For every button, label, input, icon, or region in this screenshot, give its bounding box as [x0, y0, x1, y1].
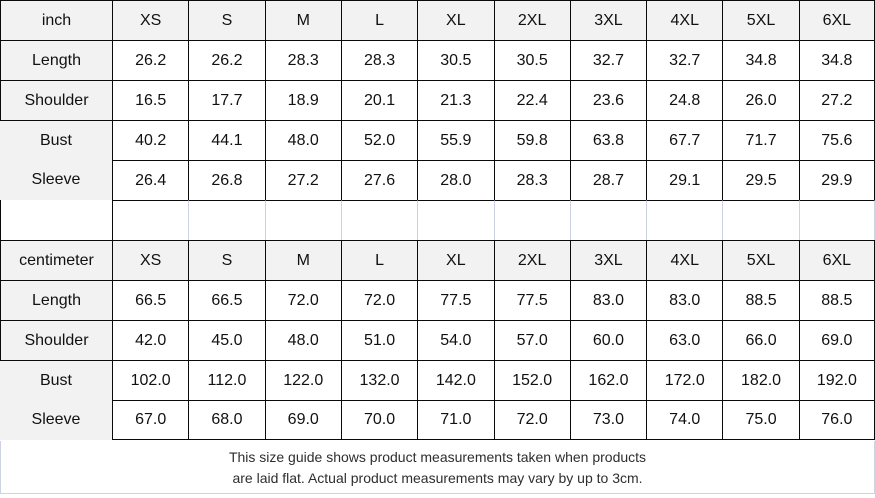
footer-note-line2: are laid flat. Actual product measurements may vary by up to 3cm. — [232, 470, 643, 486]
measure-label-cell: Length — [0, 280, 112, 320]
measure-label-cell: Length — [0, 40, 112, 80]
size-header-cell: L — [341, 0, 417, 40]
empty-spacer-cell — [570, 200, 646, 240]
measure-label-cell: Sleeve — [0, 400, 112, 440]
measure-value-cell: 83.0 — [570, 280, 646, 320]
measure-value-cell: 75.0 — [722, 400, 798, 440]
measure-value-cell: 66.0 — [722, 320, 798, 360]
measure-value-cell: 40.2 — [112, 120, 188, 160]
size-header-cell: 4XL — [646, 0, 722, 40]
measure-value-cell: 152.0 — [494, 360, 570, 400]
measure-value-cell: 71.7 — [722, 120, 798, 160]
empty-spacer-cell — [0, 200, 112, 240]
measure-label-cell: Sleeve — [0, 160, 112, 200]
empty-spacer-cell — [417, 200, 493, 240]
measure-value-cell: 77.5 — [417, 280, 493, 320]
measure-value-cell: 27.2 — [265, 160, 341, 200]
size-header-cell: 3XL — [570, 0, 646, 40]
measure-value-cell: 28.0 — [417, 160, 493, 200]
measure-value-cell: 57.0 — [494, 320, 570, 360]
measure-value-cell: 66.5 — [112, 280, 188, 320]
measure-value-cell: 132.0 — [341, 360, 417, 400]
measure-value-cell: 18.9 — [265, 80, 341, 120]
measure-value-cell: 67.7 — [646, 120, 722, 160]
measure-value-cell: 72.0 — [265, 280, 341, 320]
measure-value-cell: 29.1 — [646, 160, 722, 200]
measure-value-cell: 27.2 — [799, 80, 875, 120]
measure-value-cell: 44.1 — [188, 120, 264, 160]
measure-value-cell: 63.0 — [646, 320, 722, 360]
measure-value-cell: 30.5 — [417, 40, 493, 80]
empty-spacer-cell — [799, 200, 875, 240]
size-header-cell: 5XL — [722, 0, 798, 40]
measure-value-cell: 34.8 — [722, 40, 798, 80]
empty-spacer-cell — [646, 200, 722, 240]
measure-value-cell: 72.0 — [341, 280, 417, 320]
measure-label-cell: Shoulder — [0, 320, 112, 360]
empty-spacer-cell — [188, 200, 264, 240]
measure-value-cell: 162.0 — [570, 360, 646, 400]
empty-spacer-cell — [722, 200, 798, 240]
measure-value-cell: 26.8 — [188, 160, 264, 200]
measure-value-cell: 112.0 — [188, 360, 264, 400]
measure-value-cell: 102.0 — [112, 360, 188, 400]
footer-note — [0, 441, 875, 494]
size-header-cell: 6XL — [799, 0, 875, 40]
empty-spacer-cell — [112, 200, 188, 240]
measure-value-cell: 122.0 — [265, 360, 341, 400]
measure-value-cell: 76.0 — [799, 400, 875, 440]
size-header-cell: S — [188, 240, 264, 280]
measure-value-cell: 28.7 — [570, 160, 646, 200]
measure-value-cell: 72.0 — [494, 400, 570, 440]
footer-note-line1: This size guide shows product measurements taken when products — [228, 449, 647, 465]
measure-value-cell: 21.3 — [417, 80, 493, 120]
measure-value-cell: 30.5 — [494, 40, 570, 80]
measure-value-cell: 32.7 — [570, 40, 646, 80]
measure-value-cell: 28.3 — [341, 40, 417, 80]
size-header-cell: XL — [417, 0, 493, 40]
size-header-cell: 4XL — [646, 240, 722, 280]
size-header-cell: 3XL — [570, 240, 646, 280]
measure-value-cell: 192.0 — [799, 360, 875, 400]
size-header-cell: XS — [112, 0, 188, 40]
measure-value-cell: 71.0 — [417, 400, 493, 440]
measure-value-cell: 29.9 — [799, 160, 875, 200]
size-header-cell: S — [188, 0, 264, 40]
measure-value-cell: 74.0 — [646, 400, 722, 440]
measure-value-cell: 28.3 — [494, 160, 570, 200]
measure-value-cell: 69.0 — [265, 400, 341, 440]
measure-value-cell: 24.8 — [646, 80, 722, 120]
measure-value-cell: 59.8 — [494, 120, 570, 160]
measure-value-cell: 172.0 — [646, 360, 722, 400]
size-header-cell: M — [265, 0, 341, 40]
measure-value-cell: 52.0 — [341, 120, 417, 160]
measure-value-cell: 17.7 — [188, 80, 264, 120]
measure-value-cell: 16.5 — [112, 80, 188, 120]
measure-value-cell: 27.6 — [341, 160, 417, 200]
measure-value-cell: 63.8 — [570, 120, 646, 160]
size-header-cell: 5XL — [722, 240, 798, 280]
measure-value-cell: 22.4 — [494, 80, 570, 120]
measure-value-cell: 77.5 — [494, 280, 570, 320]
measure-value-cell: 67.0 — [112, 400, 188, 440]
measure-value-cell: 26.4 — [112, 160, 188, 200]
size-header-cell: XS — [112, 240, 188, 280]
measure-value-cell: 45.0 — [188, 320, 264, 360]
size-header-cell: 2XL — [494, 0, 570, 40]
measure-value-cell: 70.0 — [341, 400, 417, 440]
measure-value-cell: 182.0 — [722, 360, 798, 400]
measure-value-cell: 26.2 — [188, 40, 264, 80]
measure-value-cell: 51.0 — [341, 320, 417, 360]
measure-value-cell: 32.7 — [646, 40, 722, 80]
measure-value-cell: 48.0 — [265, 120, 341, 160]
measure-value-cell: 66.5 — [188, 280, 264, 320]
measure-value-cell: 88.5 — [799, 280, 875, 320]
empty-spacer-cell — [265, 200, 341, 240]
measure-value-cell: 28.3 — [265, 40, 341, 80]
measure-value-cell: 69.0 — [799, 320, 875, 360]
measure-value-cell: 26.2 — [112, 40, 188, 80]
empty-spacer-cell — [494, 200, 570, 240]
unit-header-cell: inch — [0, 0, 112, 40]
measure-value-cell: 83.0 — [646, 280, 722, 320]
measure-value-cell: 29.5 — [722, 160, 798, 200]
measure-value-cell: 73.0 — [570, 400, 646, 440]
measure-value-cell: 88.5 — [722, 280, 798, 320]
measure-value-cell: 75.6 — [799, 120, 875, 160]
measure-value-cell: 142.0 — [417, 360, 493, 400]
measure-label-cell: Bust — [0, 120, 112, 160]
size-header-cell: M — [265, 240, 341, 280]
measure-value-cell: 20.1 — [341, 80, 417, 120]
size-header-cell: 2XL — [494, 240, 570, 280]
size-header-cell: XL — [417, 240, 493, 280]
measure-value-cell: 60.0 — [570, 320, 646, 360]
size-header-cell: 6XL — [799, 240, 875, 280]
size-header-cell: L — [341, 240, 417, 280]
measure-value-cell: 42.0 — [112, 320, 188, 360]
measure-label-cell: Shoulder — [0, 80, 112, 120]
measure-label-cell: Bust — [0, 360, 112, 400]
measure-value-cell: 55.9 — [417, 120, 493, 160]
unit-header-cell: centimeter — [0, 240, 112, 280]
measure-value-cell: 34.8 — [799, 40, 875, 80]
empty-spacer-cell — [341, 200, 417, 240]
measure-value-cell: 26.0 — [722, 80, 798, 120]
measure-value-cell: 68.0 — [188, 400, 264, 440]
measure-value-cell: 48.0 — [265, 320, 341, 360]
measure-value-cell: 54.0 — [417, 320, 493, 360]
measure-value-cell: 23.6 — [570, 80, 646, 120]
